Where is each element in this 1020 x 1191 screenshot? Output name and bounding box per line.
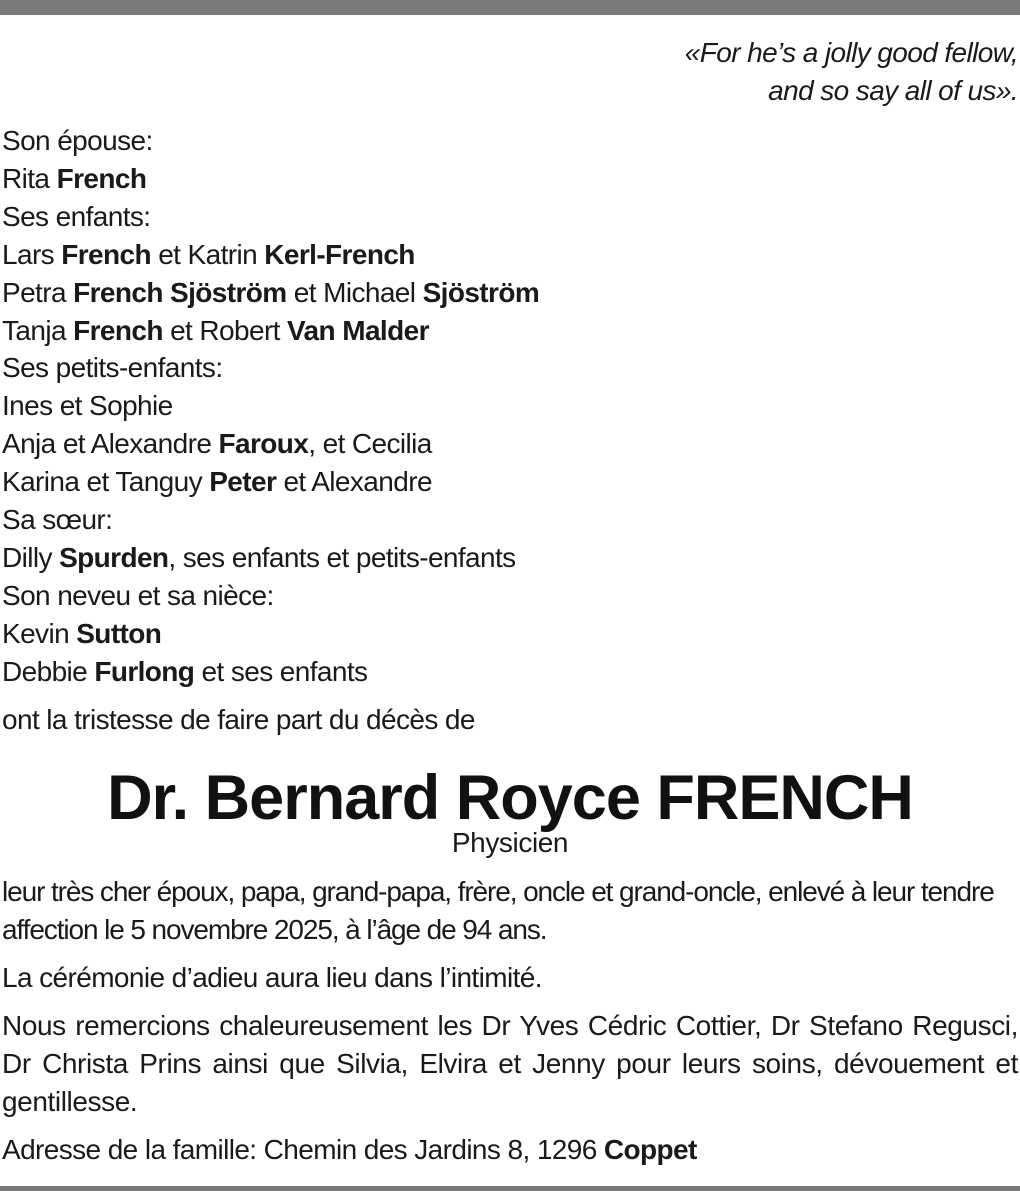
family-text: et Katrin [151, 238, 265, 270]
top-divider-rule [0, 0, 1020, 15]
family-surname: Van Malder [287, 314, 429, 346]
family-line [2, 349, 1018, 387]
family-surname: Furlong [94, 655, 195, 687]
family-text: , et Cecilia [308, 428, 432, 460]
family-text: Son neveu et sa nièce: [2, 579, 274, 611]
family-surname: French [61, 238, 152, 270]
family-surname: Sutton [76, 617, 162, 649]
family-text: Lars [2, 238, 62, 270]
family-text: Dilly [2, 541, 60, 573]
family-text: Anja et Alexandre [2, 428, 219, 460]
family-line [2, 387, 1018, 425]
family-line [2, 160, 1018, 198]
family-text: Son épouse: [2, 125, 153, 156]
family-text: Ses petits-enfants: [2, 352, 223, 384]
address-text: Adresse de la famille: Chemin des Jardins 8, 1296 [2, 1133, 604, 1165]
family-line [2, 274, 1018, 312]
eulogy-paragraph: leur très cher époux, papa, grand-papa, frère, oncle et grand-oncle, enlevé à leur tendre affection le 5 novembre 2025, à l’âge de 94 ans. [2, 875, 994, 945]
family-surname: French [56, 162, 147, 194]
family-line [2, 312, 1018, 350]
family-text: Tanja [2, 314, 74, 346]
family-text: et Robert [162, 314, 288, 346]
family-text: , ses enfants et petits-enfants [168, 541, 516, 573]
family-line [2, 501, 1018, 539]
family-line [2, 463, 1018, 501]
family-address [2, 1131, 1018, 1169]
quote-line-1: «For he’s a jolly good fellow, [684, 37, 1018, 68]
family-surname: Faroux [218, 428, 309, 460]
family-text: Rita [2, 162, 57, 194]
family-text: Ses enfants: [2, 200, 151, 232]
family-text: Karina et Tanguy [2, 466, 210, 498]
family-line [2, 577, 1018, 615]
quote-line-2: and so say all of us». [768, 75, 1018, 106]
bottom-divider-rule [0, 1186, 1020, 1191]
family-surname: Sjöström [422, 276, 540, 308]
family-line [2, 425, 1018, 463]
family-surname: Kerl-French [264, 238, 415, 270]
family-line [2, 653, 1018, 691]
family-members-list [2, 122, 1018, 691]
family-line [2, 198, 1018, 236]
family-line [2, 236, 1018, 274]
family-line [2, 615, 1018, 653]
deceased-name: Dr. Bernard Royce FRENCH [107, 762, 913, 833]
epigraph-quote [2, 34, 1018, 110]
family-line [2, 122, 1018, 160]
family-line [2, 539, 1018, 577]
family-text: Ines et Sophie [2, 390, 173, 422]
family-text: Petra [2, 276, 74, 308]
family-text: Debbie [2, 655, 95, 687]
family-surname: French [73, 314, 163, 346]
ceremony-notice: La cérémonie d’adieu aura lieu dans l’intimité. [2, 961, 542, 993]
family-surname: Spurden [59, 541, 169, 573]
family-text: et Michael [286, 276, 423, 308]
family-surname: French Sjöström [73, 276, 287, 308]
family-text: et ses enfants [194, 655, 368, 687]
thanks-paragraph: Nous remercions chaleureusement les Dr Yves Cédric Cottier, Dr Stefano Regusci, Dr Christa Prins ainsi que Silvia, Elvira et Jenny pour leurs soins, dévouement et gentillesse. [2, 1009, 1018, 1117]
family-surname: Peter [209, 466, 277, 498]
family-text: et Alexandre [276, 466, 432, 498]
announcement-intro: ont la tristesse de faire part du décès de [2, 703, 475, 735]
family-text: Sa sœur: [2, 504, 113, 536]
family-text: Kevin [2, 617, 77, 649]
deceased-title: Physicien [451, 826, 569, 858]
obituary-notice [2, 34, 1018, 1169]
address-town: Coppet [603, 1133, 697, 1165]
